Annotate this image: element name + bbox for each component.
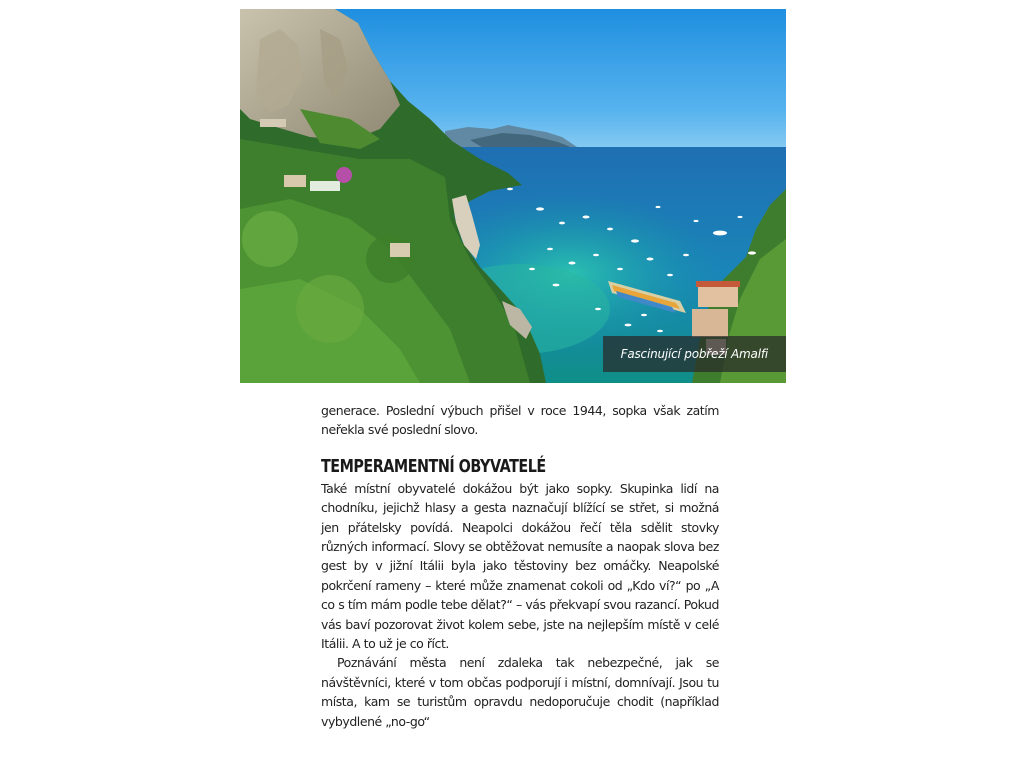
intro-paragraph: generace. Poslední výbuch přišel v roce 1944, sopka však zatím neřekla své poslední slovo. [321, 403, 719, 438]
article-body [321, 401, 719, 731]
photo-caption: Fascinující pobřeží Amalfi [603, 336, 786, 372]
body-paragraph-2: Poznávání města není zdaleka tak nebezpečné, jak se návštěvníci, které v tom občas podporují i místní, domnívají. Jsou tu místa, kam se turistům opravdu nedoporučuje chodit (například vybydlené „no-go“ [321, 655, 719, 729]
body-paragraph-1: Také místní obyvatelé dokážou být jako sopky. Skupinka lidí na chodníku, jejichž hlasy a gesta naznačují blížící se střet, si možná jen přátelsky povídá. Neapolci dokážou řečí těla sdělit stovky různých informací. Slovy se obtěžovat nemusíte a naopak slova bez gest by v jižní Itálii byla jako těstoviny bez omáčky. Neapolské pokrčení rameny – které může znamenat cokoli od „Kdo ví?“ po „A co s tím mám podle tebe dělat?“ – vás překvapí svou razancí. Pokud vás baví pozorovat život kolem sebe, jste na nejlepším místě v celé Itálii. A to už je co říct. [321, 480, 719, 652]
amalfi-coast-photo [240, 9, 786, 383]
section-heading: TEMPERAMENTNÍ OBYVATELÉ [321, 456, 546, 477]
